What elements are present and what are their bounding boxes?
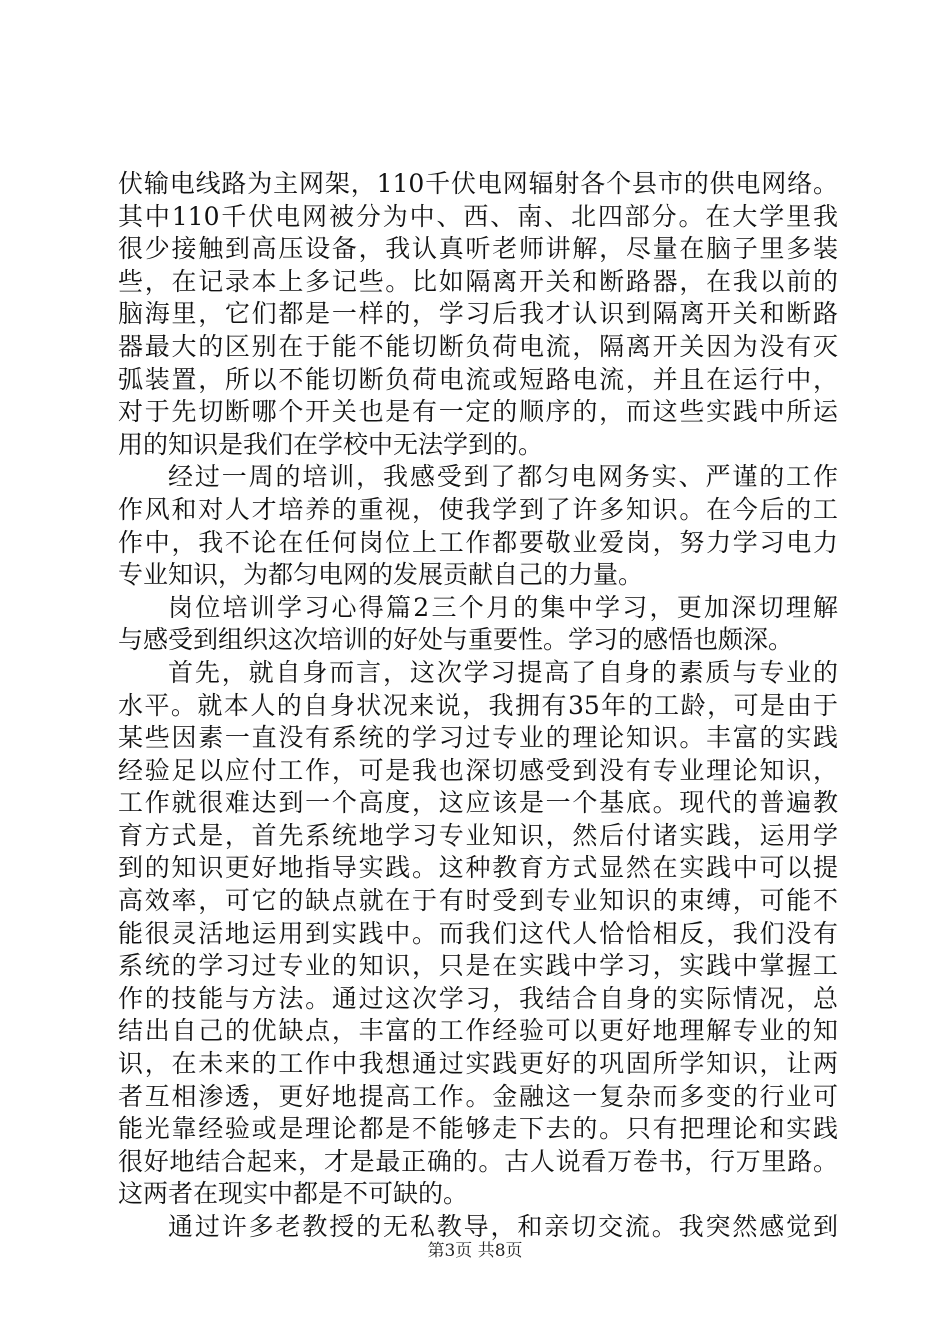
text-line: 脑海里，它们都是一样的，学习后我才认识到隔离开关和断路 — [118, 299, 838, 329]
text-line: 对于先切断哪个开关也是有一定的顺序的，而这些实践中所运 — [118, 397, 838, 427]
text-line: 育方式是，首先系统地学习专业知识，然后付诸实践，运用学 — [118, 820, 838, 850]
text-line: 者互相渗透，更好地提高工作。金融这一复杂而多变的行业可 — [118, 1081, 838, 1111]
text-line: 水平。就本人的自身状况来说，我拥有35年的工龄，可是由于 — [118, 690, 838, 720]
text-line: 弧装置，所以不能切断负荷电流或短路电流，并且在运行中， — [118, 364, 838, 394]
text-line: 能很灵活地运用到实践中。而我们这代人恰恰相反，我们没有 — [118, 918, 838, 948]
text-line: 其中110千伏电网被分为中、西、南、北四部分。在大学里我 — [118, 201, 838, 231]
text-line: 伏输电线路为主网架，110千伏电网辐射各个县市的供电网络。 — [118, 169, 838, 198]
text-line: 通过许多老教授的无私教导，和亲切交流。我突然感觉到 — [168, 1212, 838, 1241]
text-line: 岗位培训学习心得篇2三个月的集中学习，更加深切理解 — [168, 592, 838, 622]
text-line: 系统的学习过专业的知识，只是在实践中学习，实践中掌握工 — [118, 951, 838, 981]
text-line: 经过一周的培训，我感受到了都匀电网务实、严谨的工作 — [168, 462, 838, 492]
text-line: 作风和对人才培养的重视，使我学到了许多知识。在今后的工 — [118, 494, 838, 524]
text-line: 作中，我不论在任何岗位上工作都要敬业爱岗，努力学习电力 — [118, 527, 838, 557]
text-line: 作的技能与方法。通过这次学习，我结合自身的实际情况，总 — [118, 983, 838, 1013]
text-line: 工作就很难达到一个高度，这应该是一个基底。现代的普遍教 — [118, 788, 838, 818]
text-line: 首先，就自身而言，这次学习提高了自身的素质与专业的 — [168, 657, 838, 687]
text-line: 很好地结合起来，才是最正确的。古人说看万卷书，行万里路。 — [118, 1146, 838, 1176]
text-line: 到的知识更好地指导实践。这种教育方式显然在实践中可以提 — [118, 853, 838, 883]
text-line: 器最大的区别在于能不能切断负荷电流，隔离开关因为没有灭 — [118, 331, 838, 361]
text-line: 这两者在现实中都是不可缺的。 — [118, 1179, 469, 1209]
body-text — [118, 168, 838, 1244]
text-line: 结出自己的优缺点，丰富的工作经验可以更好地理解专业的知 — [118, 1016, 838, 1046]
text-line: 与感受到组织这次培训的好处与重要性。学习的感悟也颇深。 — [118, 625, 794, 655]
text-line: 专业知识，为都匀电网的发展贡献自己的力量。 — [118, 560, 644, 590]
text-line: 很少接触到高压设备，我认真听老师讲解，尽量在脑子里多装 — [118, 234, 838, 264]
text-line: 用的知识是我们在学校中无法学到的。 — [118, 429, 544, 459]
text-line: 某些因素一直没有系统的学习过专业的理论知识。丰富的实践 — [118, 723, 838, 753]
text-line: 经验足以应付工作，可是我也深切感受到没有专业理论知识， — [118, 755, 838, 785]
text-line: 识，在未来的工作中我想通过实践更好的巩固所学知识，让两 — [118, 1049, 838, 1079]
page-footer: 第3页 共8页 — [427, 1241, 523, 1261]
text-line: 高效率，可它的缺点就在于有时受到专业知识的束缚，可能不 — [118, 886, 838, 916]
text-line: 些，在记录本上多记些。比如隔离开关和断路器，在我以前的 — [118, 266, 838, 296]
text-line: 能光靠经验或是理论都是不能够走下去的。只有把理论和实践 — [118, 1114, 838, 1144]
